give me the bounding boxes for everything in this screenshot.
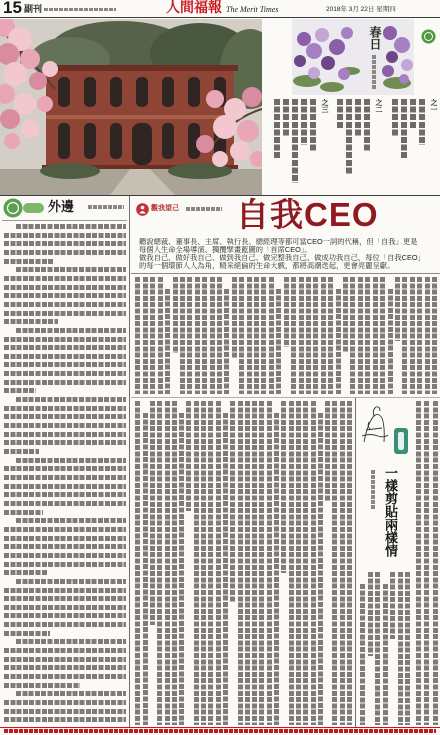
text-line [16,518,126,523]
text-line [4,622,126,627]
text-line [4,674,126,679]
feature-column-label: 觀我望己 [151,205,179,212]
poem-line [346,99,352,175]
text-line [368,572,373,656]
page-number: 15 [3,0,22,17]
text-line [332,401,337,725]
text-line [336,289,341,394]
feature-body-band-1 [133,277,437,394]
text-line [259,401,264,725]
text-line [347,401,352,725]
text-line [16,328,126,333]
text-line [4,285,126,290]
poem-line [337,99,343,129]
text-line [261,277,266,394]
band-rule [131,397,440,398]
essay-tag-icon [394,428,408,454]
text-line [16,267,126,272]
text-line [373,277,378,394]
text-line [4,553,126,558]
text-line [157,401,162,725]
text-line [328,277,333,394]
feature-intro-line: 每個人生命全場導演、獨攬擘畫藍圖的「首席CEO」。 [139,246,312,254]
text-line [4,414,126,419]
header-rule [0,17,440,18]
text-line [135,401,140,725]
text-line [4,475,126,480]
text-line [4,544,126,549]
text-line [4,562,126,567]
text-line [4,371,126,376]
text-line [186,401,191,511]
text-line [291,277,296,394]
poem-line [419,99,425,145]
poem-title: 春日 [368,26,382,50]
essay-clipping-body-lower [358,572,410,725]
text-line [4,440,126,445]
text-line [4,700,126,705]
text-line [247,277,252,394]
poem-line [292,99,298,183]
feature-intro [139,238,435,270]
text-line [16,458,126,463]
text-line [210,277,215,394]
text-line [4,311,126,316]
text-line [350,277,355,394]
essay-clipping-title: 一樣剪貼兩樣情 [383,466,398,557]
text-line [16,639,126,644]
text-line [4,709,126,714]
text-line [4,484,126,489]
poem-line [301,99,307,145]
column-badge-icon [136,203,149,216]
text-line [281,401,286,573]
poem-line [410,99,416,129]
text-line [4,293,126,298]
header-contact-line [44,8,116,11]
text-line [4,466,126,471]
essay-clipping-body-right [412,401,438,725]
text-line [245,401,250,725]
essay-outside-byline [88,205,124,209]
text-line [267,401,272,725]
text-line [4,570,47,575]
text-line [150,277,155,394]
text-line [4,717,126,722]
footer-rule [0,727,440,728]
text-line [224,289,229,394]
left-column-rule [129,196,130,727]
text-line [398,572,403,725]
poem-line [310,99,316,152]
text-line [274,413,279,725]
masthead-english: The Merit Times [226,5,279,14]
text-line [180,277,185,394]
text-line [4,432,126,437]
text-line [424,401,429,725]
text-line [4,241,126,246]
text-line [230,401,235,602]
text-line [395,277,400,341]
text-line [360,584,365,725]
poem-line [274,99,280,160]
feature-intro-line: 聽說總裁、董事長、主席、執行長、總經理等都可當CEO一詞的代稱，但「自我」更是 [139,238,418,246]
text-line [289,401,294,725]
feature-intro-line: 的每一個環節人人為角，精采絕倫的生命大戲，都將高潮迭起，更會亮麗呈獻。 [139,262,395,270]
text-line [276,289,281,394]
feature-title: 自我CEO [236,196,379,233]
sketch-strokes [362,407,388,442]
essay-outside-body [4,224,126,726]
text-line [4,362,126,367]
poem-line [283,99,289,137]
text-line [4,233,126,238]
text-line [150,401,155,625]
text-line [4,648,126,653]
text-line [135,277,140,394]
text-line [16,224,126,229]
text-line [194,401,199,725]
text-line [173,277,178,353]
text-line [232,277,237,358]
text-line [284,277,289,347]
text-line [217,277,222,394]
text-line [4,665,126,670]
text-line [296,401,301,725]
text-line [4,276,126,281]
text-line [202,277,207,394]
masthead-logo: 人間福報 [166,1,222,16]
ink-sketch-illustration [358,402,390,446]
building-photo [0,19,262,195]
text-line [201,401,206,725]
text-line [195,277,200,394]
text-line [143,277,148,394]
text-line [4,492,126,497]
text-line [433,401,438,725]
essay-clipping-byline [371,470,375,510]
text-line [380,277,385,394]
feature-byline [186,207,222,211]
text-line [4,527,126,532]
text-line [179,413,184,725]
poem-byline [372,55,376,89]
text-line [417,277,422,394]
essay-badge-icon [3,198,45,218]
right-article-rule [355,398,356,727]
text-line [4,605,126,610]
text-line [4,380,126,385]
text-line [187,277,192,394]
poem-line [401,99,407,160]
text-line [4,631,50,636]
feature-intro-rule [131,273,440,274]
issue-date: 2018年 3月 22日 星期四 [326,6,396,13]
text-line [306,277,311,394]
text-line [4,354,126,359]
text-line [172,401,177,725]
poem-badge-icon [421,29,436,44]
text-line [165,289,170,394]
text-line [4,657,126,662]
text-line [4,536,126,541]
poem-part-1: 之一 [430,99,437,113]
poem-part-3: 之三 [321,99,328,113]
poem-part-2: 之二 [375,99,382,113]
text-line [223,413,228,725]
text-line [16,579,126,584]
poem-line [355,99,361,137]
text-line [416,401,421,725]
text-line [4,302,126,307]
text-line [375,572,380,725]
text-line [318,413,323,725]
text-line [4,683,80,688]
flower-photo [292,19,414,95]
text-line [313,277,318,394]
text-line [269,277,274,394]
text-line [390,572,395,639]
essay-outside-title: 外邊 [48,199,75,214]
text-line [4,388,36,393]
section-name: 副刊 [24,4,43,14]
text-line [410,277,415,394]
text-line [4,510,43,515]
text-line [383,584,388,725]
text-line [4,345,126,350]
text-line [321,277,326,394]
text-line [299,277,304,394]
text-line [16,691,126,696]
text-line [208,401,213,725]
text-line [358,277,363,394]
text-line [402,277,407,394]
text-line [254,277,259,394]
text-line [238,401,243,725]
text-line [4,613,126,618]
text-line [343,277,348,352]
text-line [4,423,126,428]
text-line [216,401,221,725]
feature-body-band-2 [133,401,352,725]
poem-line [364,99,370,152]
text-line [4,250,126,255]
text-line [388,289,393,394]
text-line [4,596,126,601]
text-line [340,401,345,725]
text-line [4,406,126,411]
text-line [4,319,58,324]
text-line [4,501,126,506]
text-line [425,277,430,394]
text-line [16,397,126,402]
text-line [325,401,330,501]
text-line [239,277,244,394]
text-line [311,401,316,725]
footer-info [4,729,436,733]
text-line [4,588,126,593]
text-line [252,401,257,725]
text-line [303,401,308,725]
text-line [143,413,148,725]
feature-intro-line: 做我自己、做好我自己、做到我自己、做完整我自己、做成功我自己，每位「自我CEO」 [139,254,425,262]
text-line [405,572,410,725]
text-line [4,337,126,342]
essay-outside-header-rule [2,220,127,221]
text-line [165,401,170,725]
text-line [432,277,437,394]
text-line [365,277,370,394]
text-line [4,449,39,454]
text-line [4,259,54,264]
poem-line [392,99,398,137]
text-line [158,277,163,394]
